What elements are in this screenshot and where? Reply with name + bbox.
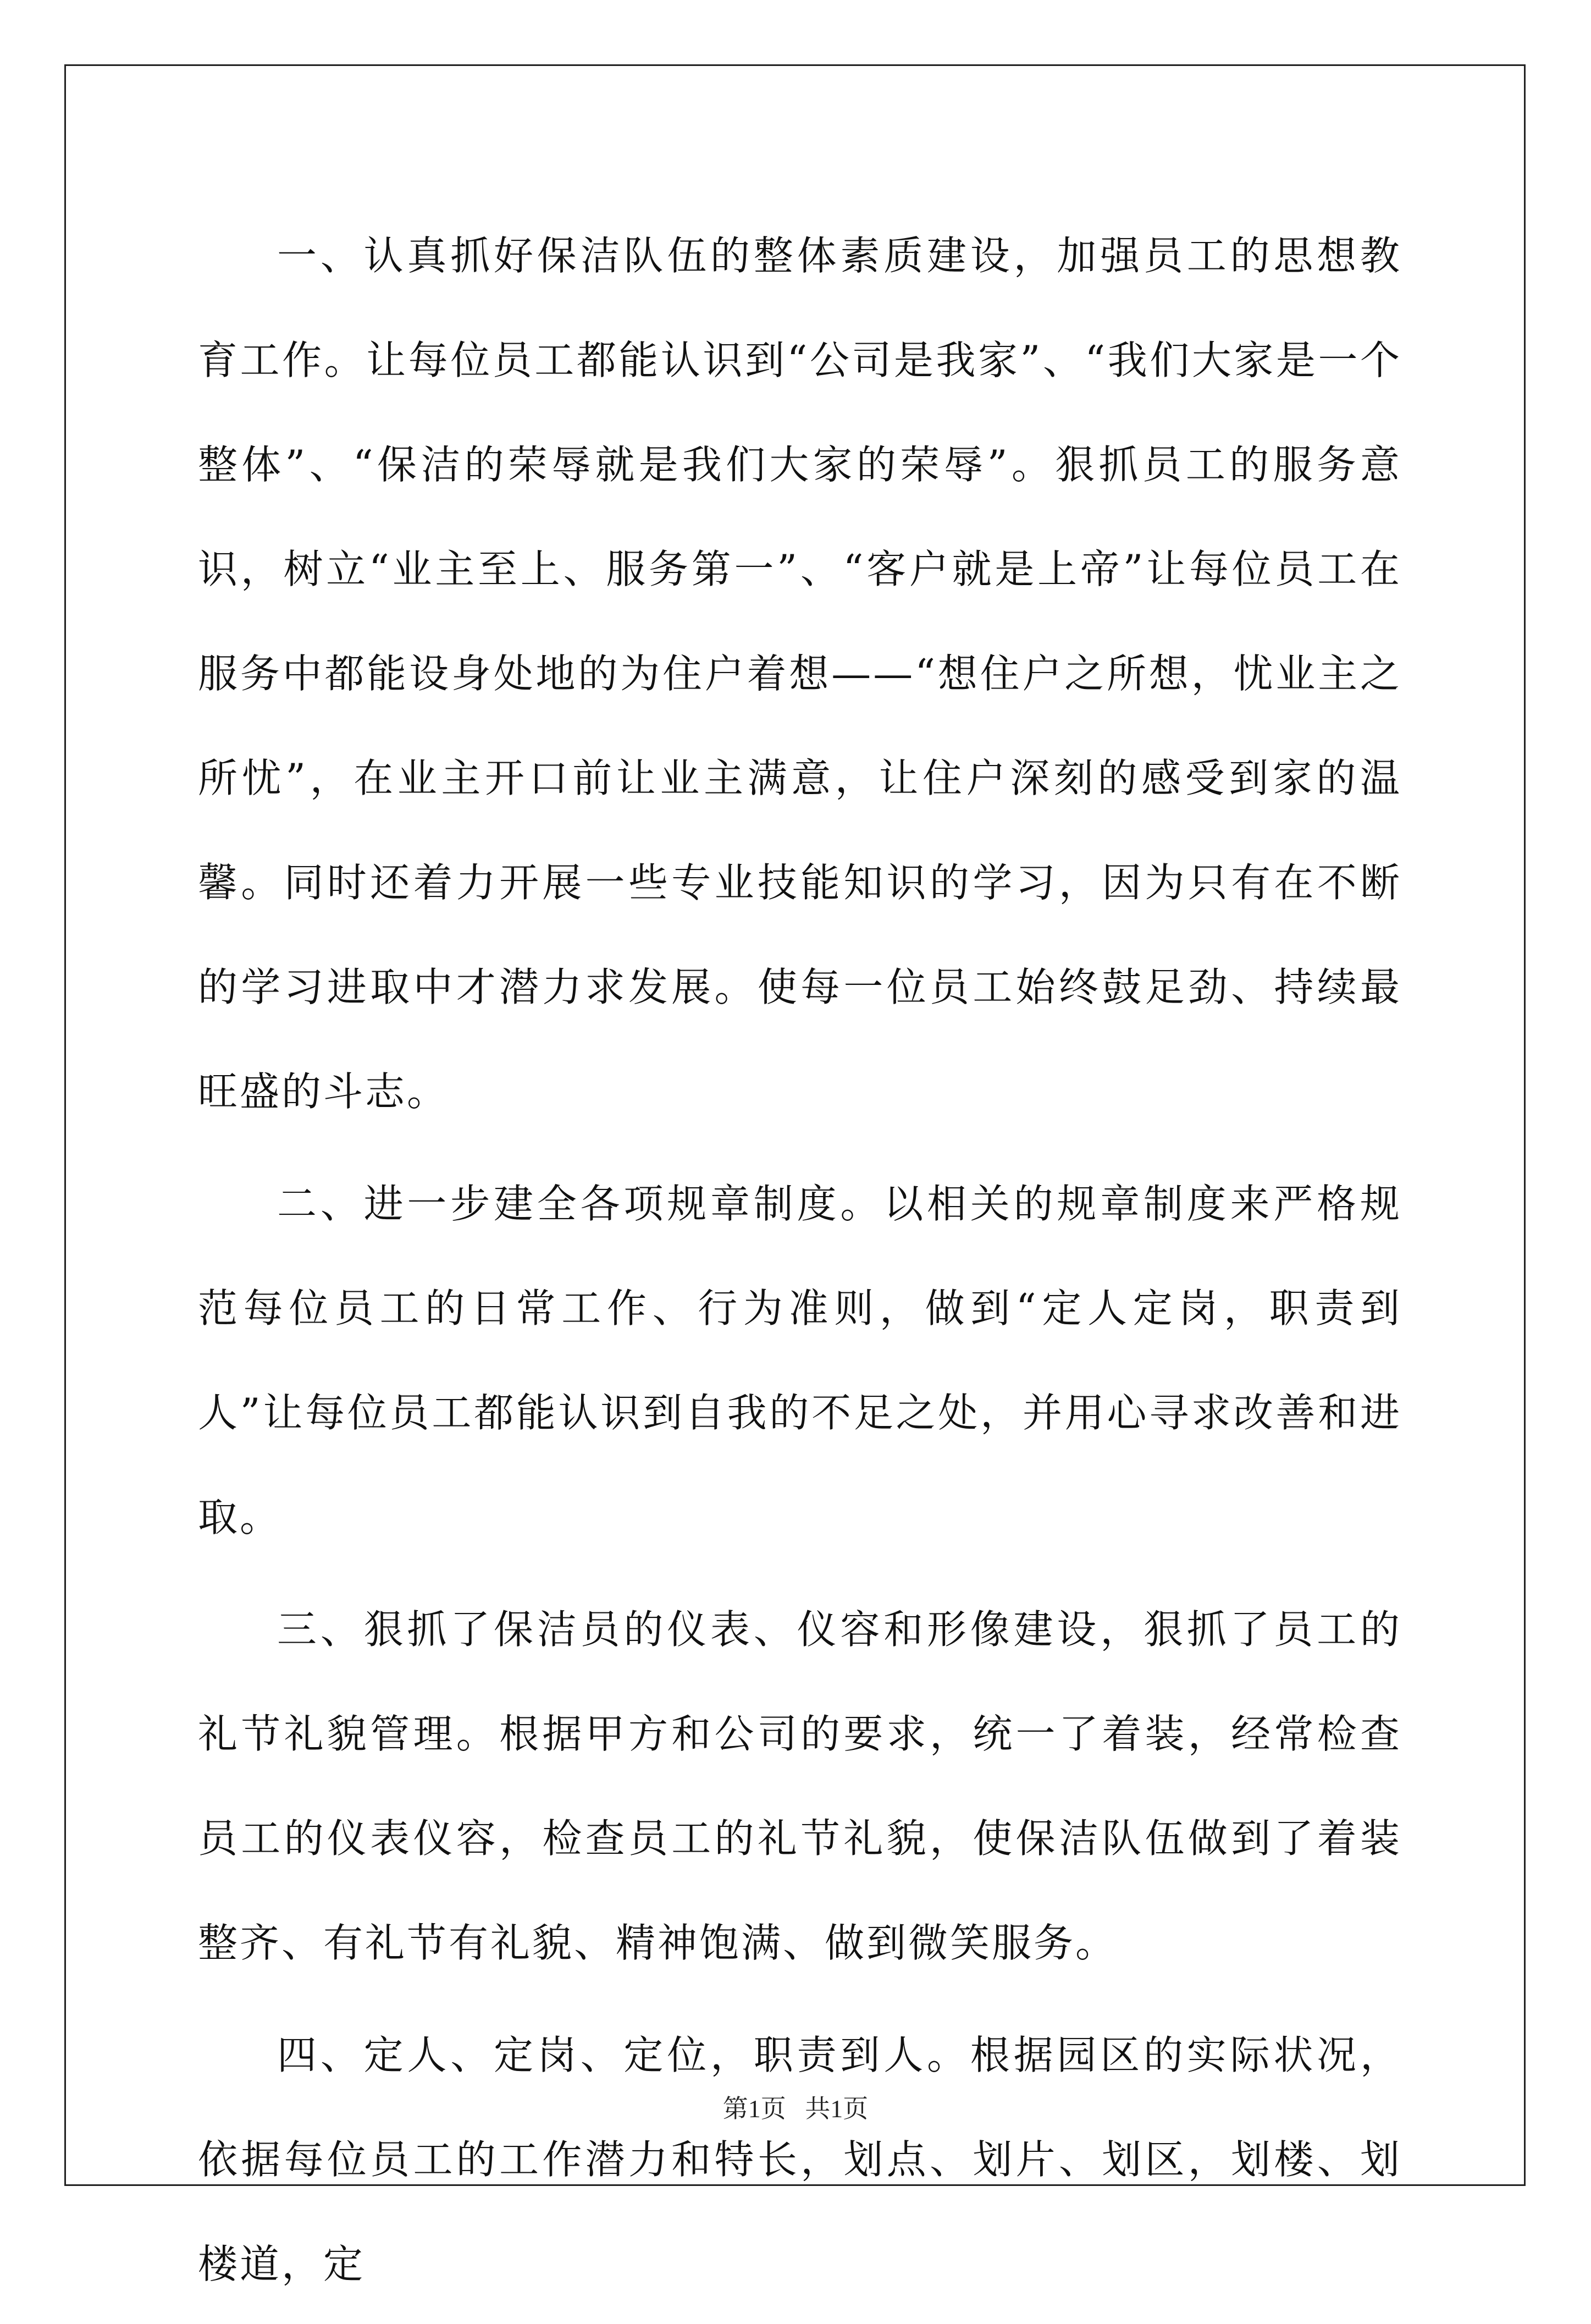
paragraph-1: 一、认真抓好保洁队伍的整体素质建设，加强员工的思想教育工作。让每位员工都能认识到“公司是我家”、“我们大家是一个整体”、“保洁的荣辱就是我们大家的荣辱”。狠抓员工的服务意识，树立“业主至上、服务第一”、“客户就是上帝”让每位员工在服务中都能设身处地的为住户着想——“想住户之所想，忧业主之所忧”，在业主开口前让业主满意，让住户深刻的感受到家的温馨。同时还着力开展一些专业技能知识的学习，因为只有在不断的学习进取中才潜力求发展。使每一位员工始终鼓足劲、持续最旺盛的斗志。 (198, 233, 1402, 1115)
document-body (198, 203, 1402, 2324)
page-number-footer: 第1页 共1页 (722, 2095, 869, 2123)
paragraph-3: 三、狠抓了保洁员的仪表、仪容和形像建设，狠抓了员工的礼节礼貌管理。根据甲方和公司的要求，统一了着装，经常检查员工的仪表仪容，检查员工的礼节礼貌，使保洁队伍做到了着装整齐、有礼节有礼貌、精神饱满、做到微笑服务。 (198, 1606, 1402, 1966)
paragraph-4: 四、定人、定岗、定位，职责到人。根据园区的实际状况，依据每位员工的工作潜力和特长，划点、划片、划区，划楼、划楼道，定 (198, 2032, 1402, 2287)
paragraph-2: 二、进一步建全各项规章制度。以相关的规章制度来严格规范每位员工的日常工作、行为准则，做到“定人定岗，职责到人”让每位员工都能认识到自我的不足之处，并用心寻求改善和进取。 (198, 1181, 1402, 1540)
